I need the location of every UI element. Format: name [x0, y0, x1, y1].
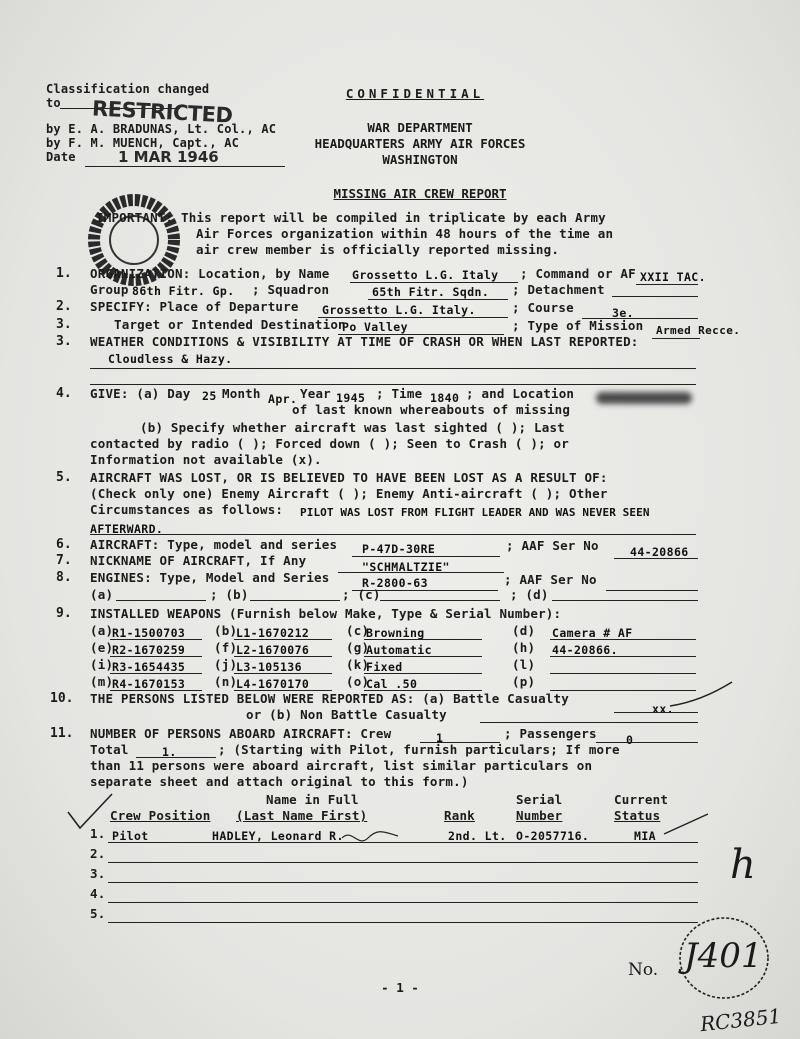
item3-target: Po Valley: [342, 320, 408, 334]
item1-command: XXII TAC.: [640, 270, 706, 284]
no-label: No.: [628, 960, 659, 980]
weapon-value: Cal .50: [366, 677, 418, 691]
weapon-value: R2-1670259: [112, 643, 186, 657]
item5-line3: Circumstances as follows:: [90, 502, 284, 517]
item2-label: SPECIFY: Place of Departure: [90, 299, 299, 314]
weapon-value: Camera # AF: [552, 626, 633, 640]
item4-month-label: Month: [222, 386, 261, 401]
weapon-key: (d): [512, 623, 536, 638]
item-number: 7.: [56, 553, 72, 568]
crew-header-name: Name in Full: [266, 792, 359, 807]
item10-line1: THE PERSONS LISTED BELOW WERE REPORTED AS: (a) Battle Casualty: [90, 691, 569, 706]
item-number: 6.: [56, 537, 72, 552]
item11-line3: than 11 persons were aboard aircraft, list similar particulars on: [90, 758, 593, 773]
pen-scribble-icon: [338, 826, 402, 850]
item5-circumstances: PILOT WAS LOST FROM FLIGHT LEADER AND WAS NEVER SEEN: [300, 506, 650, 519]
file-number: J401: [684, 936, 763, 976]
crew-row-line: [108, 922, 698, 923]
crew-position: Pilot: [112, 829, 149, 843]
item11-line1: NUMBER OF PERSONS ABOARD AIRCRAFT: Crew: [90, 726, 392, 741]
item1-label: ORGANIZATION: Location, by Name: [90, 266, 330, 281]
weapon-key: (a): [90, 623, 114, 638]
weapon-key: (b): [214, 623, 238, 638]
item3b-label: WEATHER CONDITIONS & VISIBILITY AT TIME OF CRASH OR WHEN LAST REPORTED:: [90, 334, 639, 349]
weapon-key: (e): [90, 640, 114, 655]
weapon-value: Browning: [366, 626, 425, 640]
item8-ser-label: ; AAF Ser No: [504, 572, 597, 587]
weapon-key: (m): [90, 674, 114, 689]
crew-row-line: [108, 902, 698, 903]
weapon-key: (n): [214, 674, 238, 689]
weapon-value: L4-1670170: [236, 677, 310, 691]
item4-give-label: GIVE: (a) Day: [90, 386, 191, 401]
item7-label: NICKNAME OF AIRCRAFT, If Any: [90, 553, 307, 568]
weapon-key: (o): [346, 674, 370, 689]
form-title: MISSING AIR CREW REPORT: [333, 186, 507, 201]
item4-line4: contacted by radio ( ); Forced down ( ); Seen to Crash ( ); or: [90, 436, 569, 451]
classification-by1: by E. A. BRADUNAS, Lt. Col., AC: [46, 122, 277, 136]
classification-date-value: 1 MAR 1946: [118, 148, 219, 166]
item6-type: P-47D-30RE: [362, 542, 436, 556]
intro-line1: IMPORTANT: This report will be compiled in triplicate by each Army: [96, 210, 606, 225]
item4-line2: of last known whereabouts of missing: [292, 402, 571, 417]
item5-line2: (Check only one) Enemy Aircraft ( ); Enemy Anti-aircraft ( ); Other: [90, 486, 608, 501]
check-mark-icon: [60, 790, 120, 836]
item2-course-label: ; Course: [512, 300, 574, 315]
crew-row-line: [108, 842, 698, 843]
crew-header-last: (Last Name First): [236, 808, 368, 823]
hq-aaf: HEADQUARTERS ARMY AIR FORCES: [314, 136, 526, 151]
item-number: 10.: [50, 691, 74, 706]
item-number: 8.: [56, 570, 72, 585]
item1-group-label: Group: [90, 282, 129, 297]
item4-year-label: Year: [300, 386, 331, 401]
item6-ser-label: ; AAF Ser No: [506, 538, 599, 553]
item8-d: ; (d): [510, 587, 549, 602]
crew-rank: 2nd. Lt.: [448, 829, 507, 843]
item11-pass: 0: [626, 733, 634, 747]
weapon-value: 44-20866.: [552, 643, 618, 657]
item2-course: 3e.: [612, 306, 634, 320]
item-number: 3.: [56, 317, 72, 332]
item4-time: 1840: [430, 391, 460, 405]
crew-header-rank: Rank: [444, 808, 475, 823]
weapon-value: R4-1670153: [112, 677, 186, 691]
item5-circumstances-cont: AFTERWARD.: [90, 522, 164, 536]
weapon-key: (j): [214, 657, 238, 672]
item10-line2: or (b) Non Battle Casualty: [246, 707, 447, 722]
crew-row-number: 3.: [90, 866, 106, 881]
restricted-stamp: RESTRICTED: [91, 96, 234, 128]
item1-command-label: ; Command or AF: [520, 266, 636, 281]
weapon-key: (l): [512, 657, 536, 672]
item1-squadron-label: ; Squadron: [252, 282, 330, 297]
item11-crew: 1: [436, 731, 444, 745]
item6-label: AIRCRAFT: Type, model and series: [90, 537, 338, 552]
item4-day: 25: [202, 389, 217, 403]
item8-engine: R-2800-63: [362, 576, 428, 590]
weapon-key: (h): [512, 640, 536, 655]
item10-mark: xx.: [652, 702, 674, 716]
item-number: 9.: [56, 606, 72, 621]
intro-line3: air crew member is officially reported missing.: [196, 242, 560, 257]
weather-value: Cloudless & Hazy.: [108, 352, 233, 366]
item8-label: ENGINES: Type, Model and Series: [90, 570, 330, 585]
weapon-key: (k): [346, 657, 370, 672]
classification-by2: by F. M. MUENCH, Capt., AC: [46, 136, 240, 150]
item3-mission: Armed Recce.: [656, 324, 741, 337]
weapon-value: L3-105136: [236, 660, 302, 674]
weapon-key: (p): [512, 674, 536, 689]
crew-row-number: 2.: [90, 846, 106, 861]
record-code: RC3851: [698, 1003, 783, 1037]
weapon-value: R1-1500703: [112, 626, 186, 640]
item8-c: ; (c): [342, 587, 381, 602]
weapon-value: Automatic: [366, 643, 432, 657]
crew-row-number: 5.: [90, 906, 106, 921]
crew-header-serial2: Number: [516, 808, 563, 823]
intro-line2: Air Forces organization within 48 hours of the time an: [196, 226, 614, 241]
item8-a: (a): [90, 587, 114, 602]
crew-row-line: [108, 882, 698, 883]
crew-row-number: 1.: [90, 826, 106, 841]
crew-row-line: [108, 862, 698, 863]
weapon-key: (g): [346, 640, 370, 655]
page-number: - 1 -: [381, 980, 419, 995]
item-number: 3.: [56, 334, 72, 349]
item-number: 11.: [50, 726, 74, 741]
classification-to-label: to: [46, 96, 61, 110]
crew-header-status2: Status: [614, 808, 661, 823]
weapon-value: L2-1670076: [236, 643, 310, 657]
item5-line1: AIRCRAFT WAS LOST, OR IS BELIEVED TO HAVE BEEN LOST AS A RESULT OF:: [90, 470, 608, 485]
item9-label: INSTALLED WEAPONS (Furnish below Make, Type & Serial Number):: [90, 606, 562, 621]
crew-row-number: 4.: [90, 886, 106, 901]
check-mark-icon: [666, 680, 736, 710]
washington: WASHINGTON: [382, 152, 458, 167]
item3-label: Target or Intended Destination: [114, 317, 346, 332]
classification-line: Classification changed: [46, 82, 210, 96]
item4-line5: Information not available (x).: [90, 452, 322, 467]
item2-place: Grossetto L.G. Italy.: [322, 303, 476, 317]
item-number: 2.: [56, 299, 72, 314]
war-department: WAR DEPARTMENT: [367, 120, 473, 135]
item8-b: ; (b): [210, 587, 249, 602]
weapon-value: Fixed: [366, 660, 403, 674]
item3-mission-label: ; Type of Mission: [512, 318, 644, 333]
item1-detachment-label: ; Detachment: [512, 282, 605, 297]
item11-line2: ; (Starting with Pilot, furnish particulars; If more: [218, 742, 620, 757]
item-number: 4.: [56, 386, 72, 401]
classification-date-label: Date: [46, 150, 76, 164]
weapon-key: (c): [346, 623, 370, 638]
item11-pass-label: ; Passengers: [504, 726, 597, 741]
confidential-heading: CONFIDENTIAL: [345, 86, 485, 101]
item4-month: Apr.: [268, 392, 298, 406]
smudge: [596, 392, 692, 404]
weapon-key: (i): [90, 657, 114, 672]
weapon-value: L1-1670212: [236, 626, 310, 640]
item4-line3: (b) Specify whether aircraft was last sighted ( ); Last: [140, 420, 565, 435]
item1-location: Grossetto L.G. Italy: [352, 268, 499, 282]
item11-line4: separate sheet and attach original to this form.): [90, 774, 469, 789]
handwritten-initial: h: [730, 842, 756, 888]
item11-total-label: Total: [90, 742, 129, 757]
crew-header-serial1: Serial: [516, 792, 563, 807]
crew-header-status1: Current: [614, 792, 669, 807]
crew-name: HADLEY, Leonard R.: [212, 829, 344, 843]
crew-header-position: Crew Position: [110, 808, 211, 823]
item7-nickname: "SCHMALTZIE": [362, 560, 450, 574]
item4-time-label: ; Time: [376, 386, 423, 401]
weapon-value: R3-1654435: [112, 660, 186, 674]
item4-location-label: ; and Location: [466, 386, 575, 401]
item1-group: 86th Fitr. Gp.: [132, 284, 235, 298]
item1-squadron: 65th Fitr. Sqdn.: [372, 285, 490, 299]
weapon-key: (f): [214, 640, 238, 655]
crew-status: MIA: [634, 829, 656, 843]
item-number: 1.: [56, 266, 72, 281]
item11-total: 1.: [162, 745, 177, 759]
item4-year: 1945: [336, 391, 366, 405]
crew-serial: O-2057716.: [516, 829, 590, 843]
item6-ser: 44-20866: [630, 545, 689, 559]
item-number: 5.: [56, 470, 72, 485]
check-mark-icon: [660, 810, 714, 840]
